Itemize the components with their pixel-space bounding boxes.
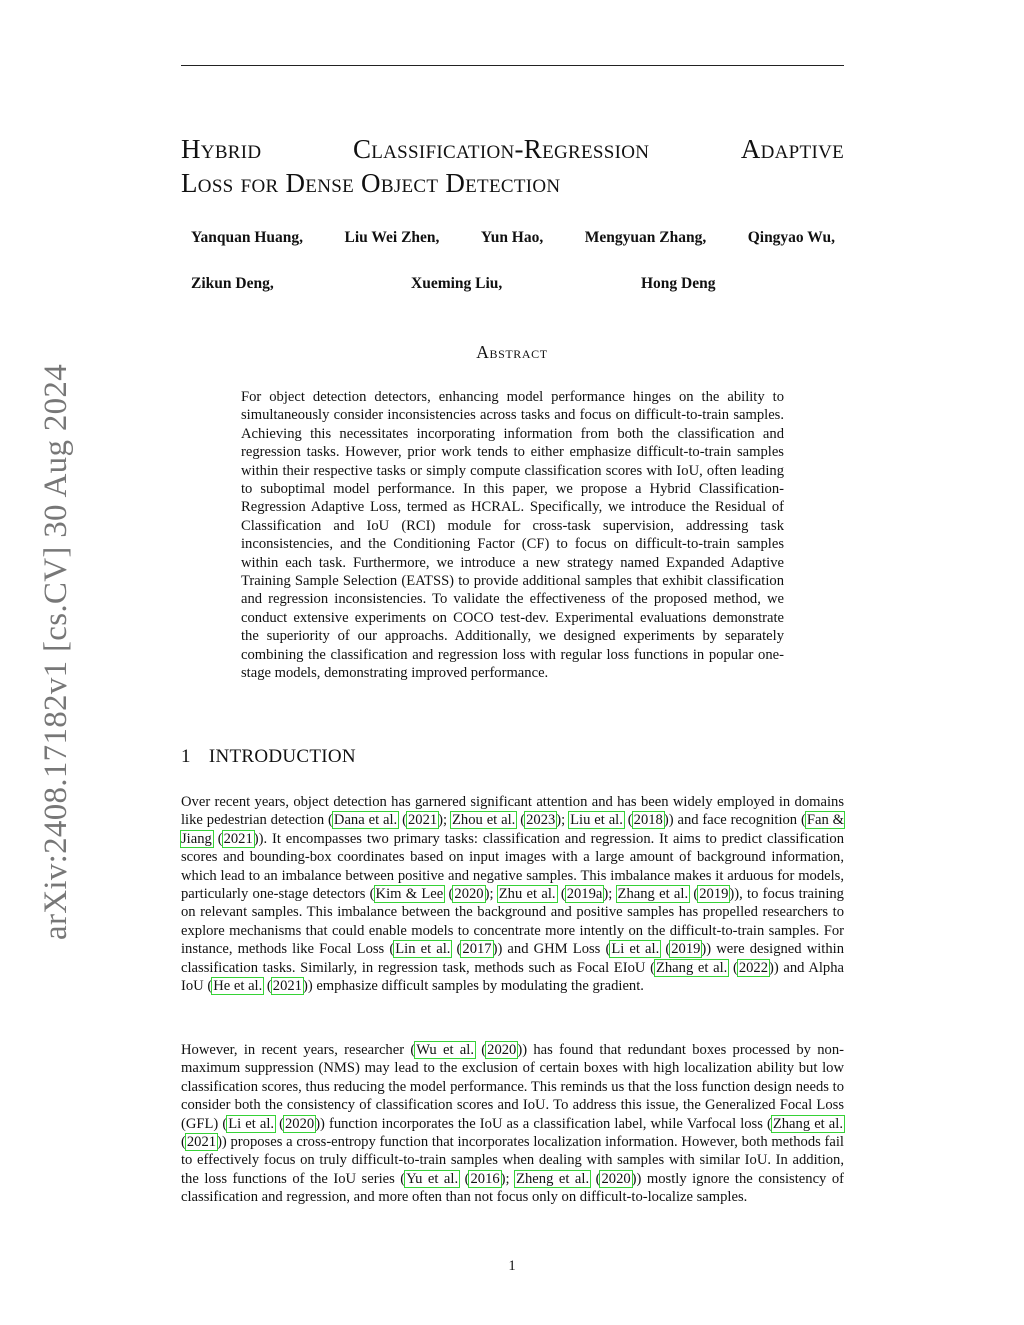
citation-link[interactable]: 2018: [633, 812, 663, 829]
author: Liu Wei Zhen,: [344, 229, 440, 246]
citation-link[interactable]: 2020: [454, 886, 484, 903]
title-line-1: [181, 132, 844, 166]
citation-link[interactable]: 2023: [526, 812, 556, 829]
citation-link[interactable]: Yu et al.: [406, 1170, 459, 1187]
citation-link[interactable]: Dana et al.: [333, 812, 398, 829]
author: Xueming Liu,: [411, 275, 503, 292]
citation-link[interactable]: 2019: [699, 886, 729, 903]
abstract-text: For object detection detectors, enhancing model performance hinges on the ability to simultaneously consider inconsistencies across tasks and focus on difficult-to-train samples. Achieving this necessitates incorporating information from both the classification and regression tasks. However, prior work tends to either emphasize difficult-to-train samples within their respective tasks or simply compute classification scores with IoU, often leading to suboptimal model performance. In this paper, we propose a Hybrid Classification-Regression Adaptive Loss, termed as HCRAL. Specifically, we introduce the Residual of Classification and IoU (RCI) module for cross-task supervision, addressing task inconsistencies, and the Conditioning Factor (CF) to focus on difficult-to-train samples within each task. Furthermore, we introduce a new strategy named Expanded Adaptive Training Sample Selection (EATSS) to provide additional samples that exhibit classification and regression inconsistencies. To validate the effectiveness of the proposed method, we conduct extensive experiments on COCO test-dev. Experimental evaluations demonstrate the superiority of our approachs. Additionally, we designed experiments by separately combining the classification and regression loss with regular loss functions in popular one-stage models, demonstrating improved performance.: [241, 389, 784, 682]
author: Qingyao Wu,: [747, 229, 835, 246]
intro-paragraph-1: Over recent years, object detection has garnered significant attention and has been widely employed in domains like pedestrian detection (Dana et al. (2021); Zhou et al. (2023); Liu et al. (2018)) and face recognition (Fan & Jiang (2021)). It encompasses two primary tasks: classification and regression. It aims to predict classification scores and bounding-box coordinates based on input images with a large amount of background information, which lead to an imbalance between positive and negative samples. This imbalance makes it arduous for models, particularly one-stage detectors (Kim & Lee (2020); Zhu et al. (2019a); Zhang et al. (2019)), to focus training on relevant samples. This imbalance between the background and positive samples has propelled researchers to explore mechanisms that could enable models to concentrate more intently on the difficult-to-train samples. For instance, methods like Focal Loss (Lin et al. (2017)) and GHM Loss (Li et al. (2019)) were designed within classification tasks. Similarly, in regression task, methods such as Focal EIoU (Zhang et al. (2022)) and Alpha IoU (He et al. (2021)) emphasize difficult samples by modulating the gradient.: [181, 794, 845, 995]
citation-link[interactable]: Li et al.: [228, 1115, 275, 1132]
abstract-heading: Abstract: [476, 342, 548, 362]
paper-title: [181, 132, 844, 200]
section-title: INTRODUCTION: [208, 746, 356, 767]
author: Mengyuan Zhang,: [584, 229, 707, 246]
citation-link[interactable]: 2020: [601, 1170, 631, 1187]
section-number: 1: [181, 746, 191, 767]
citation-link[interactable]: Fan & Jiang: [181, 812, 845, 847]
citation-link[interactable]: Wu et al.: [416, 1042, 474, 1058]
title-word: Adaptive: [740, 134, 844, 164]
citation-link[interactable]: Kim & Lee: [375, 886, 444, 903]
citation-link[interactable]: Zhang et al.: [655, 959, 728, 976]
title-word: Classification-Regression: [352, 134, 650, 164]
citation-link[interactable]: 2016: [470, 1170, 500, 1187]
citation-link[interactable]: 2017: [462, 941, 492, 958]
citation-link[interactable]: 2021: [272, 978, 302, 995]
section-heading: [181, 746, 356, 768]
citation-link[interactable]: 2022: [738, 959, 769, 976]
citation-link[interactable]: 2020: [285, 1115, 315, 1132]
citation-link[interactable]: Liu et al.: [570, 812, 623, 829]
top-rule: [181, 65, 844, 66]
author: Yun Hao,: [480, 229, 544, 246]
page-number: 1: [508, 1258, 516, 1274]
citation-link[interactable]: 2019: [671, 941, 701, 958]
author: Yanquan Huang,: [191, 229, 304, 246]
author: Zikun Deng,: [191, 275, 274, 292]
author: Hong Deng: [641, 275, 716, 292]
arxiv-identifier: arXiv:2408.17182v1 [cs.CV] 30 Aug 2024: [38, 363, 74, 940]
citation-link[interactable]: 2021: [407, 812, 438, 829]
citation-link[interactable]: 2021: [223, 830, 253, 847]
citation-link[interactable]: Li et al.: [611, 941, 660, 958]
citation-link[interactable]: 2021: [186, 1134, 217, 1151]
title-line-2: Loss for Dense Object Detection: [181, 168, 561, 198]
citation-link[interactable]: 2020: [487, 1042, 517, 1058]
citation-link[interactable]: Zhang et al.: [617, 886, 689, 903]
citation-link[interactable]: He et al.: [213, 978, 263, 995]
title-word: Hybrid: [181, 134, 262, 164]
author-list-row-1: [191, 229, 835, 247]
citation-link[interactable]: Zhang et al.: [772, 1115, 843, 1132]
intro-paragraph-2: However, in recent years, researcher (Wu et al. (2020)) has found that redundant boxes processed by non-maximum suppression (NMS) may lead to the exclusion of certain boxes with high localization ability but low classification scores, thus reducing the model performance. This reminds us that the loss function design needs to consider both the consistency of classification scores and IoU. To address this issue, the Generalized Focal Loss (GFL) (Li et al. (2020)) function incorporates the IoU as a classification label, while Varfocal loss (Zhang et al. (2021)) proposes a cross-entropy function that incorporates localization information. However, both methods fail to effectively focus on truly difficult-to-train samples when dealing with samples with similar IoU. In addition, the loss functions of the IoU series (Yu et al. (2016); Zheng et al. (2020)) mostly ignore the consistency of classification and regression, and more often than not focus only on difficult-to-localize samples.: [181, 1042, 845, 1206]
citation-link[interactable]: Zhu et al.: [498, 886, 556, 903]
citation-link[interactable]: Lin et al.: [395, 941, 451, 958]
citation-link[interactable]: Zhou et al.: [452, 812, 516, 829]
citation-link[interactable]: Zheng et al.: [516, 1170, 590, 1187]
citation-link[interactable]: 2019a: [566, 886, 603, 903]
